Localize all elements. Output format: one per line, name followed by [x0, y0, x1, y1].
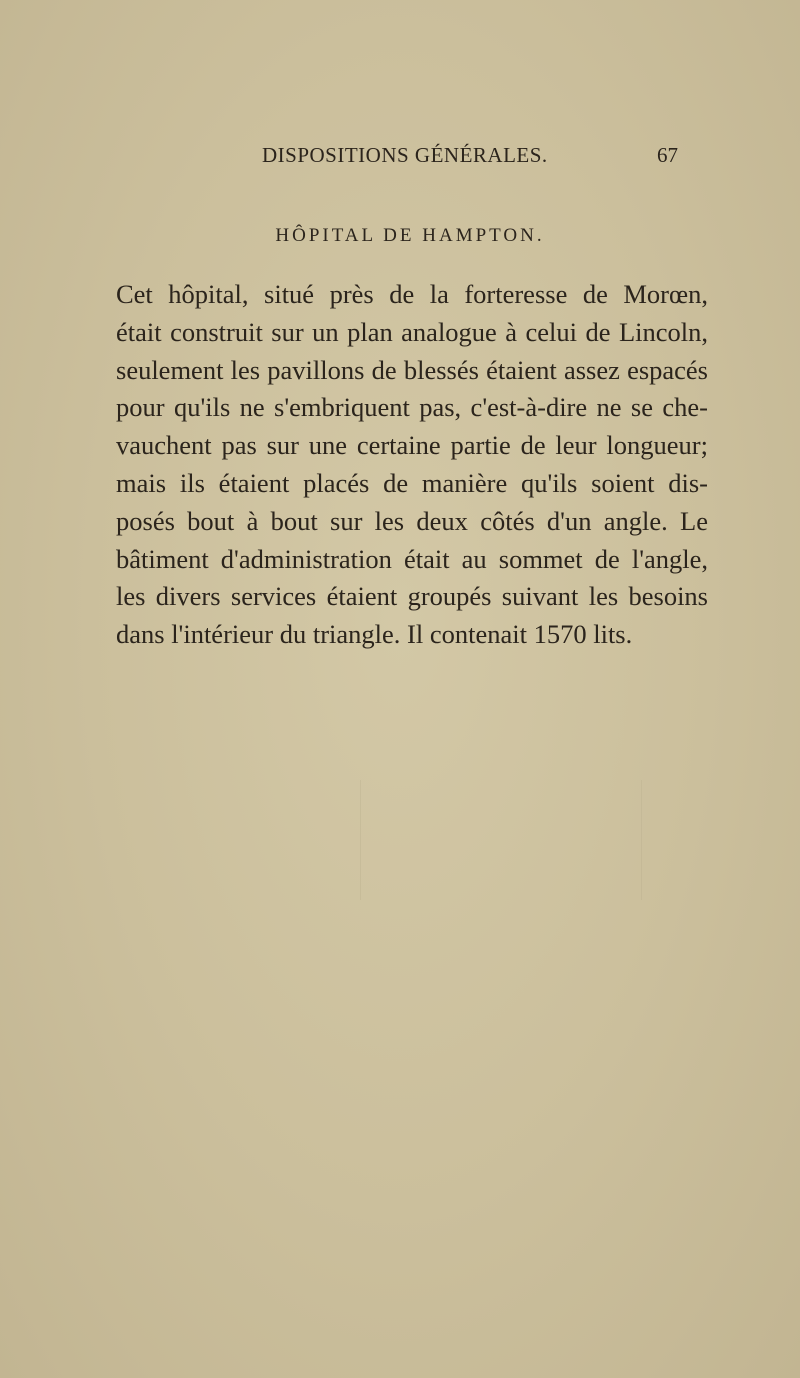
text-line: posés bout à bout sur les deux côtés d'un angle. Le [116, 505, 708, 536]
text-line: les divers services étaient groupés suivant les besoins [116, 581, 708, 612]
text-line: vauchent pas sur une certaine partie de leur longueur; [116, 430, 708, 461]
page-number: 67 [657, 143, 678, 167]
text-line: bâtiment d'administration était au sommet de l'angle, [116, 543, 708, 574]
text-line: dans l'intérieur du triangle. Il contenait 1570 lits. [116, 619, 633, 650]
section-heading: HÔPITAL DE HAMPTON. [275, 225, 545, 246]
text-line: seulement les pavillons de blessés étaient assez espacés [116, 354, 708, 385]
text-line: était construit sur un plan analogue à celui de Lincoln, [116, 316, 708, 347]
show-through-shadow [360, 780, 642, 900]
text-line: mais ils étaient placés de manière qu'ils soient dis- [116, 467, 708, 498]
running-title: DISPOSITIONS GÉNÉRALES. [262, 143, 548, 167]
text-line: pour qu'ils ne s'embriquent pas, c'est-à-dire ne se che- [116, 392, 708, 423]
text-line: Cet hôpital, situé près de la forteresse de Morœn, [116, 279, 708, 309]
body-paragraph [116, 276, 708, 654]
running-head [0, 143, 800, 173]
